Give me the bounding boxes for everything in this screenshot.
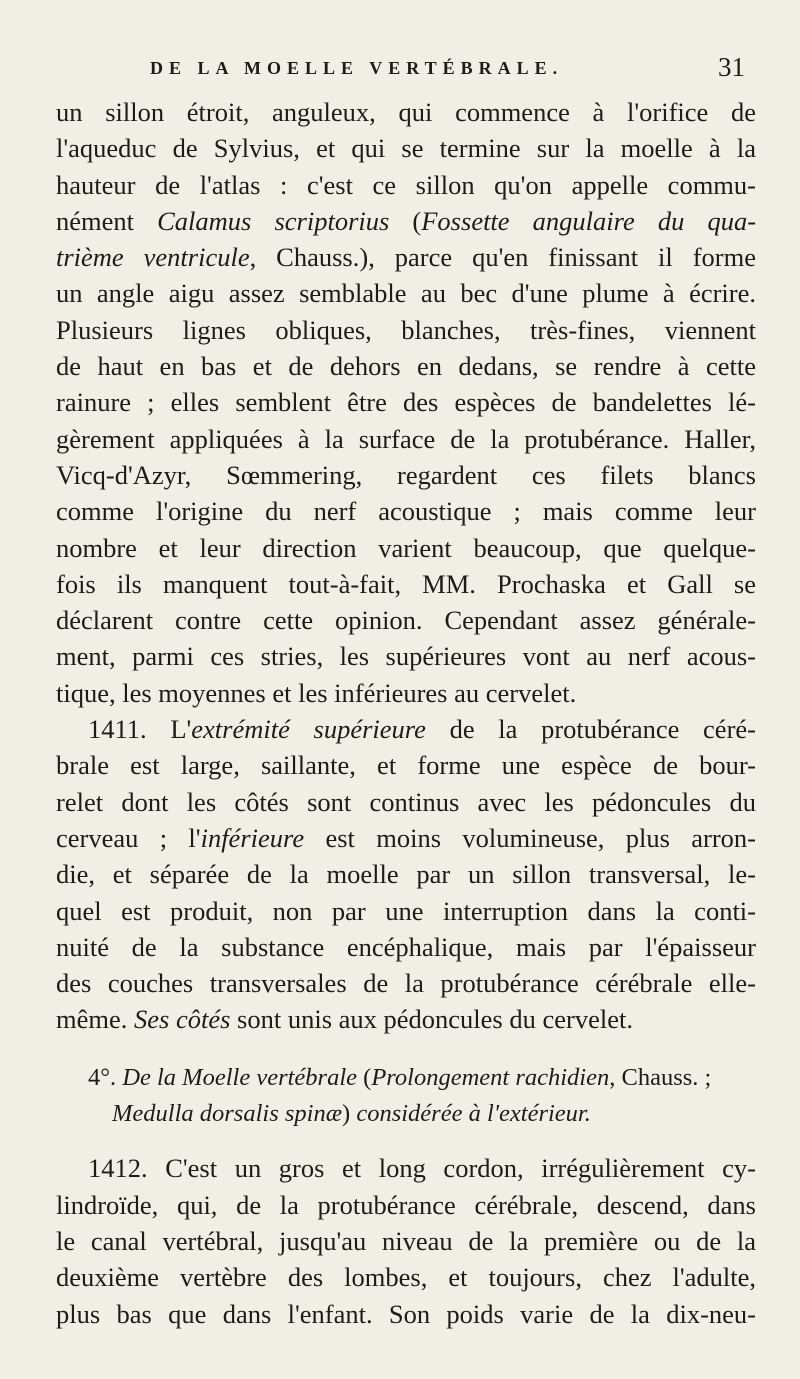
emphasis: extrémité supérieure	[191, 714, 426, 745]
heading-line	[56, 1060, 756, 1096]
text-line: rainure ; elles semblent être des espèces de bandelettes lé-	[56, 387, 756, 418]
latin-term: Medulla dorsalis spinæ	[112, 1100, 343, 1128]
text-line: fois ils manquent tout-à-fait, MM. Prochaska et Gall se	[56, 568, 756, 599]
paragraph-1411	[56, 711, 756, 1038]
text-line: de haut en bas et de dehors en dedans, se rendre à cette	[56, 351, 756, 382]
text-run: )	[342, 1100, 357, 1128]
spacer	[56, 1038, 756, 1060]
paragraph-continued	[56, 94, 756, 711]
text-line	[56, 239, 756, 275]
body-text	[56, 94, 756, 1332]
text-line: Plusieurs lignes obliques, blanches, très-fines, viennent	[56, 314, 756, 345]
text-line: 1412. C'est un gros et long cordon, irrégulièrement cy-	[88, 1153, 756, 1184]
french-term: trième ventricule	[56, 242, 250, 273]
text-run: sont unis aux pédoncules du cervelet.	[230, 1004, 633, 1035]
spacer	[56, 1132, 756, 1150]
text-run: (	[357, 1063, 372, 1091]
text-line: plus bas que dans l'enfant. Son poids varie de la dix-neu-	[56, 1298, 756, 1329]
text-run: est moins volumineuse, plus arron-	[304, 822, 757, 853]
emphasis: inférieure	[200, 822, 305, 853]
text-line: l'aqueduc de Sylvius, et qui se termine sur la moelle à la	[56, 133, 756, 164]
text-line: quel est produit, non par une interruption dans la conti-	[56, 895, 756, 926]
text-line: un sillon étroit, anguleux, qui commence à l'orifice de	[56, 97, 756, 127]
heading-synonym: Prolongement rachidien	[371, 1063, 610, 1091]
text-line: deuxième vertèbre des lombes, et toujours, chez l'adulte,	[56, 1262, 756, 1293]
latin-term: Calamus scriptorius	[157, 205, 390, 236]
text-run: même.	[56, 1004, 134, 1035]
text-line: tique, les moyennes et les inférieures au cervelet.	[56, 677, 577, 708]
heading-title: De la Moelle vertébrale	[122, 1063, 358, 1091]
text-line	[56, 820, 756, 856]
emphasis: Ses côtés	[134, 1004, 231, 1035]
heading-subtitle: considérée à l'extérieur.	[356, 1100, 591, 1128]
text-run: 4°.	[88, 1063, 123, 1091]
heading-line	[56, 1096, 756, 1132]
text-run: 1411. L'	[88, 714, 192, 745]
french-term: Fossette angulaire du qua-	[421, 205, 757, 236]
text-line: gèrement appliquées à la surface de la protubérance. Haller,	[56, 423, 756, 454]
text-line: comme l'origine du nerf acoustique ; mais comme leur	[56, 496, 756, 527]
running-head: DE LA MOELLE VERTÉBRALE.	[150, 58, 564, 78]
text-line	[56, 711, 756, 747]
text-line	[56, 1001, 756, 1037]
text-line: le canal vertébral, jusqu'au niveau de la première ou de la	[56, 1225, 756, 1256]
page-number: 31	[718, 52, 745, 82]
text-run: , Chauss.), parce qu'en finissant il forme	[249, 242, 756, 273]
page-header	[0, 52, 800, 92]
text-line: hauteur de l'atlas : c'est ce sillon qu'on appelle commu-	[56, 169, 756, 200]
text-line: relet dont les côtés sont continus avec les pédoncules du	[56, 786, 756, 817]
text-line: die, et séparée de la moelle par un sillon transversal, le-	[56, 859, 756, 890]
section-heading	[56, 1060, 756, 1133]
text-line: un angle aigu assez semblable au bec d'une plume à écrire.	[56, 278, 756, 309]
text-run: (	[389, 205, 422, 236]
text-line: lindroïde, qui, de la protubérance cérébrale, descend, dans	[56, 1189, 756, 1220]
paragraph-1412	[56, 1150, 756, 1331]
text-line: des couches transversales de la protubérance cérébrale elle-	[56, 968, 756, 999]
text-run: nément	[56, 205, 158, 236]
text-line: brale est large, saillante, et forme une espèce de bour-	[56, 750, 756, 781]
text-run: de la protubérance céré-	[425, 714, 756, 745]
text-line: nuité de la substance encéphalique, mais par l'épaisseur	[56, 931, 756, 962]
text-line: ment, parmi ces stries, les supérieures vont au nerf acous-	[56, 641, 756, 672]
text-line: Vicq-d'Azyr, Sœmmering, regardent ces filets blancs	[56, 459, 756, 490]
text-line: nombre et leur direction varient beaucoup, que quelque-	[56, 532, 756, 563]
text-run: cerveau ; l'	[56, 822, 201, 853]
text-line	[56, 203, 756, 239]
text-run: , Chauss. ;	[609, 1063, 712, 1091]
text-line: déclarent contre cette opinion. Cependant assez générale-	[56, 605, 756, 636]
